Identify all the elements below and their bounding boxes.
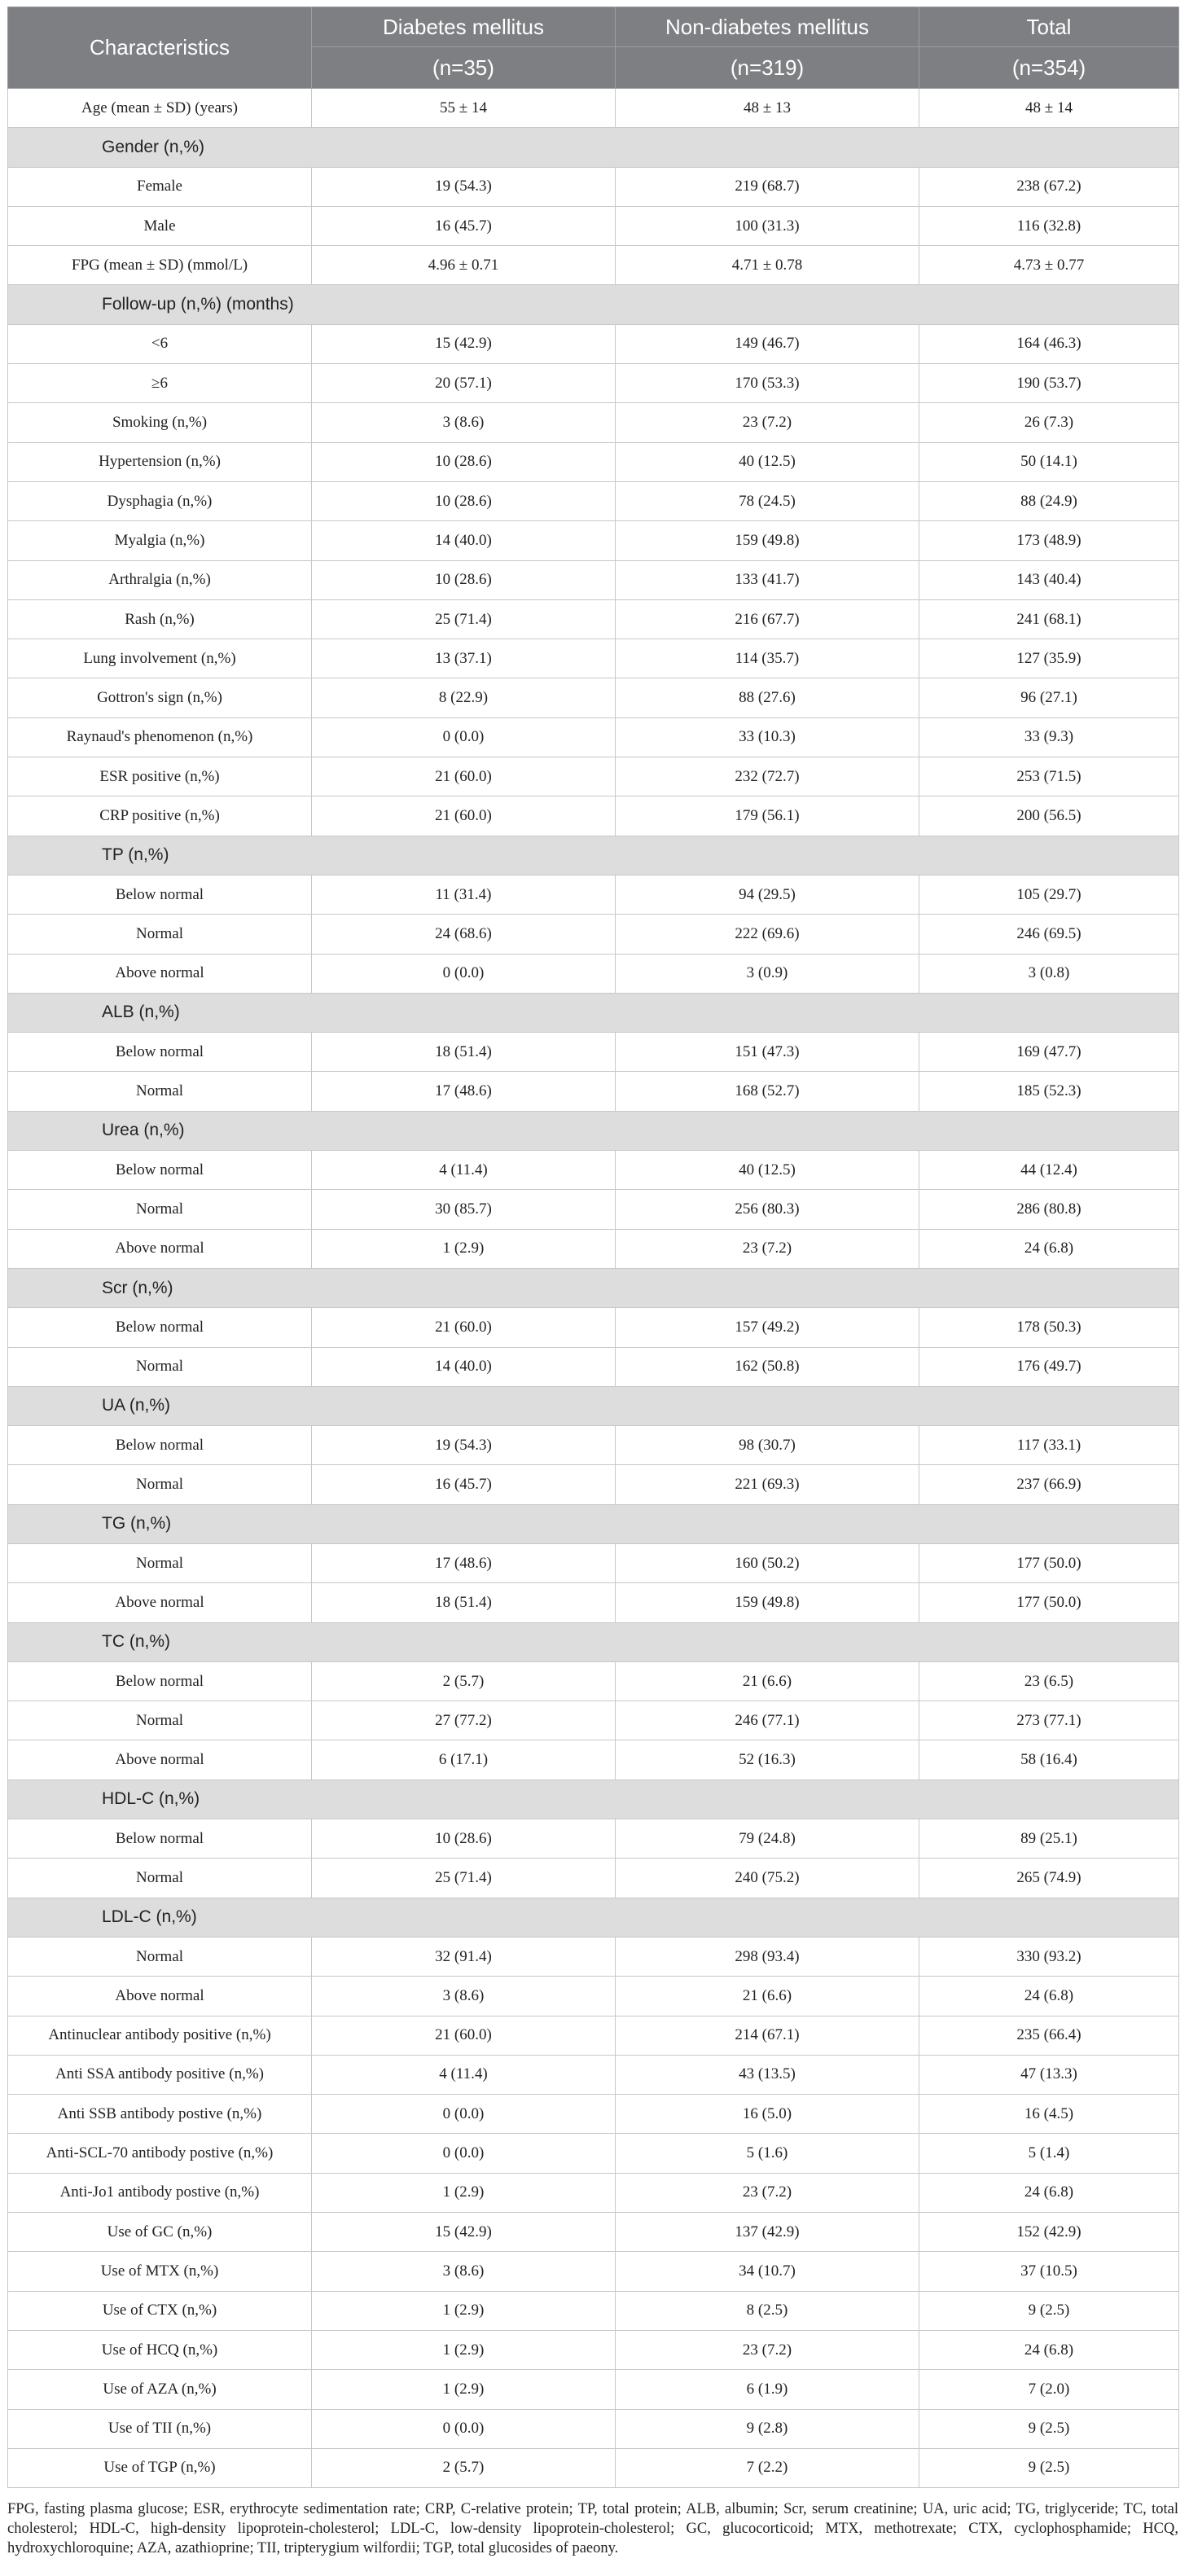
table-row (8, 1151, 1179, 1190)
table-row (8, 1819, 1179, 1858)
cell-non-diabetes: 98 (30.7) (616, 1426, 919, 1465)
cell-total: 47 (13.3) (919, 2055, 1179, 2094)
cell-total: 96 (27.1) (919, 678, 1179, 718)
cell-non-diabetes: 40 (12.5) (616, 1151, 919, 1190)
table-row (8, 1072, 1179, 1111)
cell-total: 127 (35.9) (919, 639, 1179, 678)
row-label: Gottron's sign (n,%) (8, 678, 312, 718)
cell-diabetes: 3 (8.6) (312, 1977, 616, 2016)
table-row (8, 1701, 1179, 1740)
section-label: Scr (n,%) (8, 1268, 1179, 1307)
cell-non-diabetes: 33 (10.3) (616, 718, 919, 757)
cell-non-diabetes: 137 (42.9) (616, 2213, 919, 2252)
cell-total: 33 (9.3) (919, 718, 1179, 757)
row-label: Above normal (8, 1229, 312, 1268)
row-label: Raynaud's phenomenon (n,%) (8, 718, 312, 757)
section-row (8, 1504, 1179, 1543)
cell-total: 24 (6.8) (919, 1977, 1179, 2016)
cell-non-diabetes: 40 (12.5) (616, 442, 919, 481)
cell-total: 330 (93.2) (919, 1937, 1179, 1976)
table-row (8, 1190, 1179, 1229)
cell-diabetes: 16 (45.7) (312, 206, 616, 245)
table-row (8, 521, 1179, 560)
cell-non-diabetes: 6 (1.9) (616, 2370, 919, 2409)
table-row (8, 364, 1179, 403)
row-label: Use of GC (n,%) (8, 2213, 312, 2252)
cell-diabetes: 21 (60.0) (312, 796, 616, 836)
row-label: Above normal (8, 1583, 312, 1622)
header-non-diabetes: Non-diabetes mellitus (616, 7, 919, 47)
table-row (8, 1977, 1179, 2016)
cell-non-diabetes: 21 (6.6) (616, 1977, 919, 2016)
cell-total: 143 (40.4) (919, 560, 1179, 599)
table-row (8, 2448, 1179, 2487)
section-label: ALB (n,%) (8, 993, 1179, 1032)
row-label: Above normal (8, 1740, 312, 1780)
cell-non-diabetes: 179 (56.1) (616, 796, 919, 836)
section-label: Gender (n,%) (8, 128, 1179, 167)
cell-non-diabetes: 151 (47.3) (616, 1033, 919, 1072)
characteristics-table (7, 7, 1179, 2488)
row-label: Below normal (8, 1033, 312, 1072)
cell-total: 5 (1.4) (919, 2134, 1179, 2173)
cell-diabetes: 10 (28.6) (312, 560, 616, 599)
cell-total: 24 (6.8) (919, 2330, 1179, 2369)
section-label: TG (n,%) (8, 1504, 1179, 1543)
cell-total: 265 (74.9) (919, 1858, 1179, 1898)
table-row (8, 442, 1179, 481)
cell-diabetes: 18 (51.4) (312, 1033, 616, 1072)
cell-diabetes: 4 (11.4) (312, 2055, 616, 2094)
cell-total: 23 (6.5) (919, 1661, 1179, 1701)
cell-non-diabetes: 159 (49.8) (616, 1583, 919, 1622)
row-label: FPG (mean ± SD) (mmol/L) (8, 246, 312, 285)
row-label: Below normal (8, 1308, 312, 1347)
section-row (8, 1622, 1179, 1661)
cell-non-diabetes: 214 (67.1) (616, 2016, 919, 2055)
row-label: Normal (8, 1543, 312, 1582)
cell-diabetes: 3 (8.6) (312, 403, 616, 442)
cell-diabetes: 1 (2.9) (312, 2330, 616, 2369)
cell-non-diabetes: 43 (13.5) (616, 2055, 919, 2094)
cell-non-diabetes: 52 (16.3) (616, 1740, 919, 1780)
row-label: Anti SSA antibody positive (n,%) (8, 2055, 312, 2094)
row-label: Normal (8, 1190, 312, 1229)
table-row (8, 2134, 1179, 2173)
table-row (8, 2095, 1179, 2134)
row-label: Dysphagia (n,%) (8, 481, 312, 520)
cell-total: 237 (66.9) (919, 1465, 1179, 1504)
cell-non-diabetes: 216 (67.7) (616, 599, 919, 639)
cell-diabetes: 10 (28.6) (312, 1819, 616, 1858)
header-diabetes-n: (n=35) (312, 47, 616, 89)
cell-non-diabetes: 149 (46.7) (616, 324, 919, 363)
cell-non-diabetes: 221 (69.3) (616, 1465, 919, 1504)
section-label: HDL-C (n,%) (8, 1780, 1179, 1819)
table-row (8, 481, 1179, 520)
table-row (8, 2173, 1179, 2212)
cell-diabetes: 1 (2.9) (312, 1229, 616, 1268)
cell-total: 190 (53.7) (919, 364, 1179, 403)
cell-non-diabetes: 34 (10.7) (616, 2252, 919, 2291)
table-row (8, 678, 1179, 718)
cell-diabetes: 13 (37.1) (312, 639, 616, 678)
row-label: Anti SSB antibody postive (n,%) (8, 2095, 312, 2134)
cell-total: 50 (14.1) (919, 442, 1179, 481)
row-label: Male (8, 206, 312, 245)
cell-non-diabetes: 159 (49.8) (616, 521, 919, 560)
section-label: LDL-C (n,%) (8, 1898, 1179, 1937)
table-row (8, 757, 1179, 796)
table-row (8, 915, 1179, 954)
table-row (8, 2055, 1179, 2094)
table-row (8, 1033, 1179, 1072)
row-label: Above normal (8, 1977, 312, 2016)
header-diabetes: Diabetes mellitus (312, 7, 616, 47)
cell-non-diabetes: 23 (7.2) (616, 403, 919, 442)
cell-diabetes: 17 (48.6) (312, 1543, 616, 1582)
cell-non-diabetes: 23 (7.2) (616, 1229, 919, 1268)
table-row (8, 1858, 1179, 1898)
row-label: <6 (8, 324, 312, 363)
cell-non-diabetes: 8 (2.5) (616, 2291, 919, 2330)
cell-total: 44 (12.4) (919, 1151, 1179, 1190)
characteristics-table-container (7, 7, 1178, 2488)
table-row (8, 2330, 1179, 2369)
cell-diabetes: 4 (11.4) (312, 1151, 616, 1190)
table-row (8, 1543, 1179, 1582)
row-label: Smoking (n,%) (8, 403, 312, 442)
cell-total: 200 (56.5) (919, 796, 1179, 836)
cell-diabetes: 2 (5.7) (312, 2448, 616, 2487)
cell-non-diabetes: 23 (7.2) (616, 2330, 919, 2369)
cell-diabetes: 8 (22.9) (312, 678, 616, 718)
table-row (8, 1426, 1179, 1465)
cell-total: 178 (50.3) (919, 1308, 1179, 1347)
table-row (8, 718, 1179, 757)
table-header (8, 7, 1179, 89)
cell-total: 24 (6.8) (919, 1229, 1179, 1268)
row-label: CRP positive (n,%) (8, 796, 312, 836)
cell-diabetes: 15 (42.9) (312, 2213, 616, 2252)
row-label: Use of CTX (n,%) (8, 2291, 312, 2330)
cell-total: 173 (48.9) (919, 521, 1179, 560)
cell-non-diabetes: 23 (7.2) (616, 2173, 919, 2212)
cell-non-diabetes: 16 (5.0) (616, 2095, 919, 2134)
cell-total: 7 (2.0) (919, 2370, 1179, 2409)
cell-diabetes: 0 (0.0) (312, 954, 616, 993)
row-label: Normal (8, 915, 312, 954)
cell-diabetes: 25 (71.4) (312, 599, 616, 639)
row-label: Above normal (8, 954, 312, 993)
cell-total: 37 (10.5) (919, 2252, 1179, 2291)
cell-diabetes: 24 (68.6) (312, 915, 616, 954)
cell-total: 177 (50.0) (919, 1583, 1179, 1622)
cell-total: 286 (80.8) (919, 1190, 1179, 1229)
cell-diabetes: 21 (60.0) (312, 757, 616, 796)
cell-total: 238 (67.2) (919, 167, 1179, 206)
table-row (8, 2291, 1179, 2330)
cell-total: 169 (47.7) (919, 1033, 1179, 1072)
table-row (8, 1937, 1179, 1976)
cell-non-diabetes: 298 (93.4) (616, 1937, 919, 1976)
cell-total: 116 (32.8) (919, 206, 1179, 245)
section-row (8, 285, 1179, 324)
cell-total: 105 (29.7) (919, 875, 1179, 914)
header-characteristics: Characteristics (8, 7, 312, 89)
cell-diabetes: 10 (28.6) (312, 442, 616, 481)
row-label: Normal (8, 1347, 312, 1386)
row-label: Use of HCQ (n,%) (8, 2330, 312, 2369)
table-row (8, 875, 1179, 914)
section-row (8, 1386, 1179, 1425)
section-row (8, 1268, 1179, 1307)
cell-diabetes: 3 (8.6) (312, 2252, 616, 2291)
cell-non-diabetes: 3 (0.9) (616, 954, 919, 993)
section-row (8, 128, 1179, 167)
cell-diabetes: 4.96 ± 0.71 (312, 246, 616, 285)
cell-total: 88 (24.9) (919, 481, 1179, 520)
row-label: Use of TII (n,%) (8, 2409, 312, 2448)
table-row (8, 1465, 1179, 1504)
row-label: Myalgia (n,%) (8, 521, 312, 560)
row-label: Use of MTX (n,%) (8, 2252, 312, 2291)
table-row (8, 2409, 1179, 2448)
table-row (8, 89, 1179, 128)
cell-diabetes: 19 (54.3) (312, 1426, 616, 1465)
cell-diabetes: 1 (2.9) (312, 2173, 616, 2212)
cell-total: 177 (50.0) (919, 1543, 1179, 1582)
cell-total: 9 (2.5) (919, 2448, 1179, 2487)
cell-diabetes: 16 (45.7) (312, 1465, 616, 1504)
table-footnote: FPG, fasting plasma glucose; ESR, erythrocyte sedimentation rate; CRP, C-relative protein; TP, total protein; ALB, albumin; Scr, serum creatinine; UA, uric acid; TG, triglyceride; TC, total cholesterol; HDL-C, high-density lipoprotein-cholesterol; LDL-C, low-density lipoprotein-cholesterol; GC, glucocorticoid; MTX, methotrexate; CTX, cyclophosphamide; HCQ, hydroxychloroquine; AZA, azathioprine; TII, tripterygium wilfordii; TGP, total glucosides of paeony. (7, 2501, 1178, 2556)
cell-diabetes: 0 (0.0) (312, 718, 616, 757)
table-row (8, 206, 1179, 245)
row-label: ESR positive (n,%) (8, 757, 312, 796)
row-label: Lung involvement (n,%) (8, 639, 312, 678)
cell-non-diabetes: 160 (50.2) (616, 1543, 919, 1582)
section-row (8, 1898, 1179, 1937)
cell-non-diabetes: 168 (52.7) (616, 1072, 919, 1111)
table-row (8, 2370, 1179, 2409)
cell-total: 24 (6.8) (919, 2173, 1179, 2212)
section-label: TP (n,%) (8, 836, 1179, 875)
cell-non-diabetes: 114 (35.7) (616, 639, 919, 678)
section-label: TC (n,%) (8, 1622, 1179, 1661)
cell-diabetes: 1 (2.9) (312, 2291, 616, 2330)
cell-total: 48 ± 14 (919, 89, 1179, 128)
cell-total: 9 (2.5) (919, 2409, 1179, 2448)
header-total: Total (919, 7, 1179, 47)
cell-non-diabetes: 7 (2.2) (616, 2448, 919, 2487)
table-row (8, 599, 1179, 639)
cell-total: 26 (7.3) (919, 403, 1179, 442)
cell-diabetes: 6 (17.1) (312, 1740, 616, 1780)
cell-diabetes: 10 (28.6) (312, 481, 616, 520)
row-label: Normal (8, 1072, 312, 1111)
cell-total: 152 (42.9) (919, 2213, 1179, 2252)
cell-non-diabetes: 5 (1.6) (616, 2134, 919, 2173)
table-row (8, 2252, 1179, 2291)
cell-non-diabetes: 222 (69.6) (616, 915, 919, 954)
cell-non-diabetes: 240 (75.2) (616, 1858, 919, 1898)
section-label: Follow-up (n,%) (months) (8, 285, 1179, 324)
cell-diabetes: 32 (91.4) (312, 1937, 616, 1976)
cell-diabetes: 0 (0.0) (312, 2409, 616, 2448)
cell-diabetes: 27 (77.2) (312, 1701, 616, 1740)
section-row (8, 836, 1179, 875)
table-row (8, 639, 1179, 678)
row-label: Age (mean ± SD) (years) (8, 89, 312, 128)
cell-non-diabetes: 79 (24.8) (616, 1819, 919, 1858)
table-row (8, 954, 1179, 993)
table-row (8, 2213, 1179, 2252)
cell-non-diabetes: 78 (24.5) (616, 481, 919, 520)
cell-non-diabetes: 219 (68.7) (616, 167, 919, 206)
cell-non-diabetes: 157 (49.2) (616, 1308, 919, 1347)
section-row (8, 1111, 1179, 1150)
table-row (8, 246, 1179, 285)
cell-diabetes: 30 (85.7) (312, 1190, 616, 1229)
row-label: Use of TGP (n,%) (8, 2448, 312, 2487)
cell-total: 58 (16.4) (919, 1740, 1179, 1780)
table-row (8, 1740, 1179, 1780)
row-label: Normal (8, 1701, 312, 1740)
cell-diabetes: 0 (0.0) (312, 2095, 616, 2134)
cell-diabetes: 14 (40.0) (312, 1347, 616, 1386)
row-label: Anti-SCL-70 antibody postive (n,%) (8, 2134, 312, 2173)
cell-diabetes: 0 (0.0) (312, 2134, 616, 2173)
table-row (8, 2016, 1179, 2055)
cell-non-diabetes: 100 (31.3) (616, 206, 919, 245)
cell-total: 89 (25.1) (919, 1819, 1179, 1858)
cell-diabetes: 20 (57.1) (312, 364, 616, 403)
cell-non-diabetes: 21 (6.6) (616, 1661, 919, 1701)
table-row (8, 1347, 1179, 1386)
table-body (8, 89, 1179, 2488)
table-row (8, 1308, 1179, 1347)
cell-non-diabetes: 246 (77.1) (616, 1701, 919, 1740)
table-row (8, 324, 1179, 363)
table-row (8, 796, 1179, 836)
cell-total: 117 (33.1) (919, 1426, 1179, 1465)
table-row (8, 403, 1179, 442)
cell-total: 246 (69.5) (919, 915, 1179, 954)
cell-total: 185 (52.3) (919, 1072, 1179, 1111)
cell-total: 3 (0.8) (919, 954, 1179, 993)
cell-diabetes: 2 (5.7) (312, 1661, 616, 1701)
row-label: Hypertension (n,%) (8, 442, 312, 481)
cell-non-diabetes: 170 (53.3) (616, 364, 919, 403)
table-row (8, 1661, 1179, 1701)
cell-non-diabetes: 9 (2.8) (616, 2409, 919, 2448)
row-label: Below normal (8, 1661, 312, 1701)
cell-diabetes: 17 (48.6) (312, 1072, 616, 1111)
table-row (8, 560, 1179, 599)
header-total-n: (n=354) (919, 47, 1179, 89)
section-row (8, 993, 1179, 1032)
header-non-diabetes-n: (n=319) (616, 47, 919, 89)
row-label: Use of AZA (n,%) (8, 2370, 312, 2409)
cell-non-diabetes: 88 (27.6) (616, 678, 919, 718)
row-label: Normal (8, 1937, 312, 1976)
cell-diabetes: 1 (2.9) (312, 2370, 616, 2409)
cell-diabetes: 21 (60.0) (312, 2016, 616, 2055)
row-label: Below normal (8, 1151, 312, 1190)
row-label: Anti-Jo1 antibody postive (n,%) (8, 2173, 312, 2212)
cell-diabetes: 55 ± 14 (312, 89, 616, 128)
cell-non-diabetes: 48 ± 13 (616, 89, 919, 128)
cell-diabetes: 11 (31.4) (312, 875, 616, 914)
cell-total: 16 (4.5) (919, 2095, 1179, 2134)
row-label: Antinuclear antibody positive (n,%) (8, 2016, 312, 2055)
row-label: Below normal (8, 1819, 312, 1858)
cell-non-diabetes: 162 (50.8) (616, 1347, 919, 1386)
cell-diabetes: 14 (40.0) (312, 521, 616, 560)
cell-diabetes: 25 (71.4) (312, 1858, 616, 1898)
section-label: Urea (n,%) (8, 1111, 1179, 1150)
cell-diabetes: 19 (54.3) (312, 167, 616, 206)
section-label: UA (n,%) (8, 1386, 1179, 1425)
table-row (8, 1583, 1179, 1622)
cell-total: 273 (77.1) (919, 1701, 1179, 1740)
cell-non-diabetes: 133 (41.7) (616, 560, 919, 599)
row-label: Rash (n,%) (8, 599, 312, 639)
cell-non-diabetes: 256 (80.3) (616, 1190, 919, 1229)
cell-diabetes: 15 (42.9) (312, 324, 616, 363)
cell-total: 241 (68.1) (919, 599, 1179, 639)
cell-non-diabetes: 232 (72.7) (616, 757, 919, 796)
row-label: Normal (8, 1858, 312, 1898)
cell-diabetes: 21 (60.0) (312, 1308, 616, 1347)
cell-total: 176 (49.7) (919, 1347, 1179, 1386)
cell-total: 9 (2.5) (919, 2291, 1179, 2330)
row-label: Female (8, 167, 312, 206)
row-label: Arthralgia (n,%) (8, 560, 312, 599)
row-label: Below normal (8, 1426, 312, 1465)
cell-total: 253 (71.5) (919, 757, 1179, 796)
cell-non-diabetes: 94 (29.5) (616, 875, 919, 914)
cell-total: 4.73 ± 0.77 (919, 246, 1179, 285)
section-row (8, 1780, 1179, 1819)
cell-diabetes: 18 (51.4) (312, 1583, 616, 1622)
row-label: Below normal (8, 875, 312, 914)
cell-non-diabetes: 4.71 ± 0.78 (616, 246, 919, 285)
row-label: Normal (8, 1465, 312, 1504)
cell-total: 235 (66.4) (919, 2016, 1179, 2055)
table-row (8, 167, 1179, 206)
cell-total: 164 (46.3) (919, 324, 1179, 363)
row-label: ≥6 (8, 364, 312, 403)
table-row (8, 1229, 1179, 1268)
